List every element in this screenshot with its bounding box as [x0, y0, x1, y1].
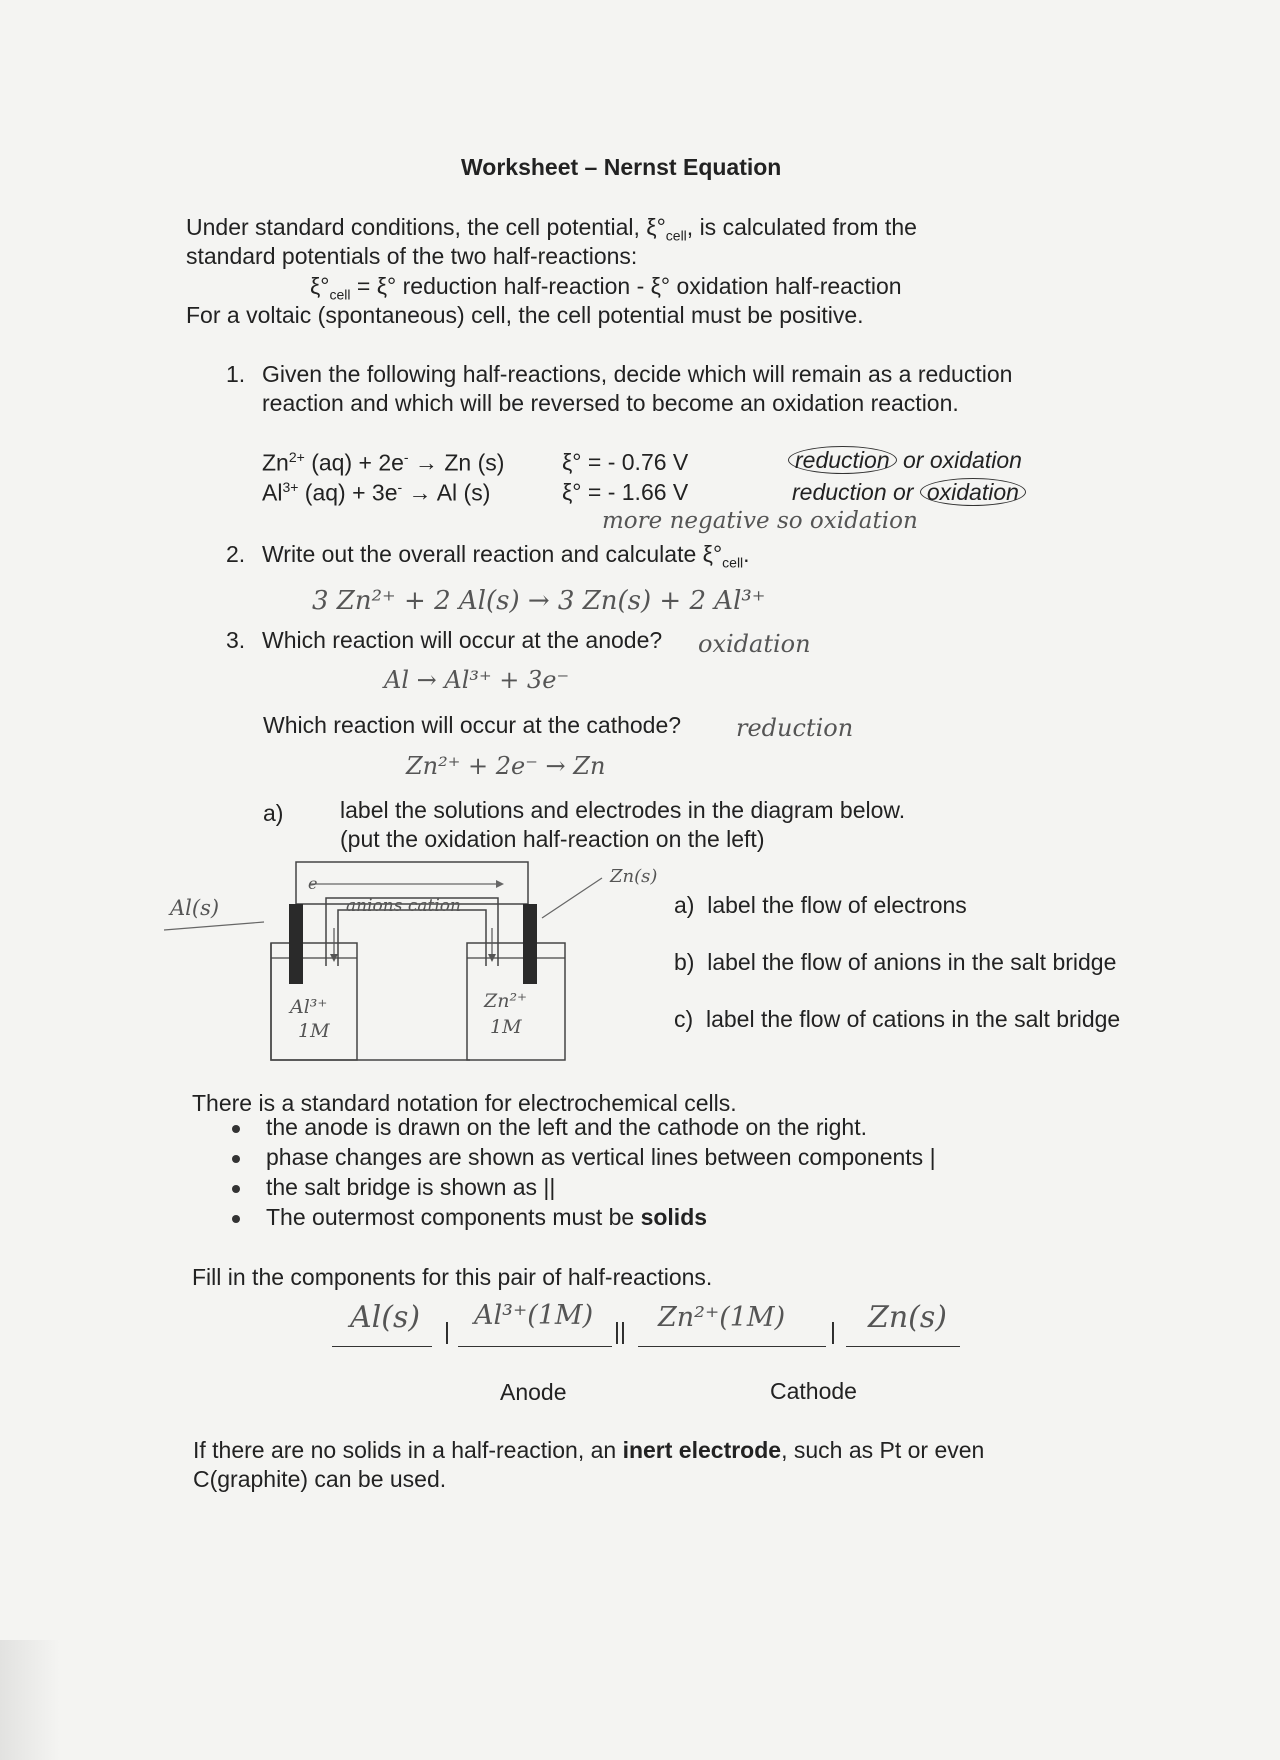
q1-number: 1. [226, 361, 246, 387]
q2-text: Write out the overall reaction and calculate $\xi^\circ_{cell}$. [262, 541, 750, 571]
left-electrode [289, 904, 303, 984]
cell-potential-equation: $\xi^\circ_{cell} = \xi^\circ$ reduction half-reaction - ξ° oxidation half-reaction [310, 273, 902, 303]
hw-left-electrode: Al(s) [170, 896, 220, 920]
hw-blank-cathode-solution: Zn²⁺(1M) [658, 1302, 786, 1333]
galvanic-cell-diagram [160, 858, 630, 1068]
circled-oxidation: oxidation [920, 478, 1026, 506]
q3a-text-2: (put the oxidation half-reaction on the left) [340, 826, 765, 852]
hw-left-solution-conc: 1M [298, 1020, 330, 1042]
q1-text-1: Given the following half-reactions, decide which will remain as a reduction [262, 361, 1013, 387]
salt-bridge-inner [338, 910, 486, 966]
scan-shadow [0, 1640, 60, 1760]
hw-electron: e [308, 874, 318, 893]
hw-salt-bridge: anions cation [346, 896, 461, 916]
blank-line-1 [332, 1346, 432, 1347]
anode-label: Anode [500, 1379, 567, 1405]
choice-al: reduction or oxidation [792, 479, 1026, 506]
q3a-label: a) [263, 800, 284, 826]
choice-zn: reduction or oxidation [788, 447, 1022, 474]
hw-blank-cathode-solid: Zn(s) [868, 1300, 947, 1335]
notation-bullet: The outermost components must be solids [266, 1204, 708, 1230]
q1-text-2: reaction and which will be reversed to become an oxidation reaction. [262, 390, 959, 416]
electron-arrowhead [496, 880, 504, 888]
intro-line-4: For a voltaic (spontaneous) cell, the cell potential must be positive. [186, 302, 864, 328]
hw-right-solution-ion: Zn²⁺ [484, 990, 528, 1012]
anode-question: Which reaction will occur at the anode? [262, 627, 663, 653]
blank-line-2 [458, 1346, 612, 1347]
circled-reduction: reduction [788, 446, 897, 474]
phase-separator: | [444, 1318, 450, 1344]
potential-al: ξ° = - 1.66 V [562, 479, 689, 505]
blank-line-4 [846, 1346, 960, 1347]
fill-intro: Fill in the components for this pair of half-reactions. [192, 1264, 713, 1290]
right-electrode [523, 904, 537, 984]
hw-anode-answer: oxidation [698, 630, 811, 658]
hw-right-electrode: Zn(s) [610, 866, 658, 887]
hw-anode-equation: Al → Al³⁺ + 3e⁻ [384, 666, 570, 694]
blank-line-3 [638, 1346, 826, 1347]
hw-right-solution-conc: 1M [490, 1016, 522, 1038]
notation-bullet: phase changes are shown as vertical lines between components | [266, 1144, 936, 1170]
hw-blank-anode-solid: Al(s) [350, 1300, 421, 1335]
q3a-text-1: label the solutions and electrodes in the diagram below. [340, 797, 906, 823]
salt-bridge-separator: || [614, 1318, 626, 1344]
cathode-label: Cathode [770, 1378, 857, 1404]
hw-left-solution-ion: Al³⁺ [290, 996, 328, 1018]
q3-number: 3. [226, 627, 246, 653]
hw-overall-reaction: 3 Zn²⁺ + 2 Al(s) → 3 Zn(s) + 2 Al³⁺ [312, 586, 766, 616]
diagram-item: a) label the flow of electrons [674, 892, 967, 918]
notation-intro: There is a standard notation for electrochemical cells. [192, 1090, 737, 1116]
closing-line-2: C(graphite) can be used. [193, 1466, 447, 1492]
right-label-arrow [542, 878, 602, 918]
left-label-arrow [164, 922, 264, 930]
closing-line-1: If there are no solids in a half-reaction, an inert electrode, such as Pt or even [193, 1437, 985, 1463]
bullet-icon [232, 1215, 240, 1223]
hw-cathode-equation: Zn²⁺ + 2e⁻ → Zn [406, 752, 606, 780]
cathode-question: Which reaction will occur at the cathode? [263, 712, 682, 738]
intro-line-1: Under standard conditions, the cell potential, $\xi^\circ_{cell}$, is calculated from the [186, 214, 917, 244]
reaction-al: $Al^{3+}$ (aq) + 3e- → Al (s) [262, 479, 491, 506]
hw-note-q1: more negative so oxidation [602, 508, 918, 534]
bullet-icon [232, 1155, 240, 1163]
diagram-item: c) label the flow of cations in the salt bridge [674, 1006, 1121, 1032]
bullet-icon [232, 1125, 240, 1133]
intro-line-2: standard potentials of the two half-reactions: [186, 243, 638, 269]
q2-number: 2. [226, 541, 246, 567]
diagram-item: b) label the flow of anions in the salt bridge [674, 949, 1117, 975]
hw-blank-anode-solution: Al³⁺(1M) [474, 1300, 594, 1331]
hw-cathode-answer: reduction [736, 714, 854, 742]
reaction-zn: $Zn^{2+}$ (aq) + 2e- → Zn (s) [262, 449, 505, 476]
notation-bullet: the salt bridge is shown as || [266, 1174, 556, 1200]
potential-zn: ξ° = - 0.76 V [562, 449, 689, 475]
bullet-icon [232, 1185, 240, 1193]
page-title: Worksheet – Nernst Equation [461, 154, 782, 180]
phase-separator: | [830, 1318, 836, 1344]
notation-bullet: the anode is drawn on the left and the cathode on the right. [266, 1114, 867, 1140]
